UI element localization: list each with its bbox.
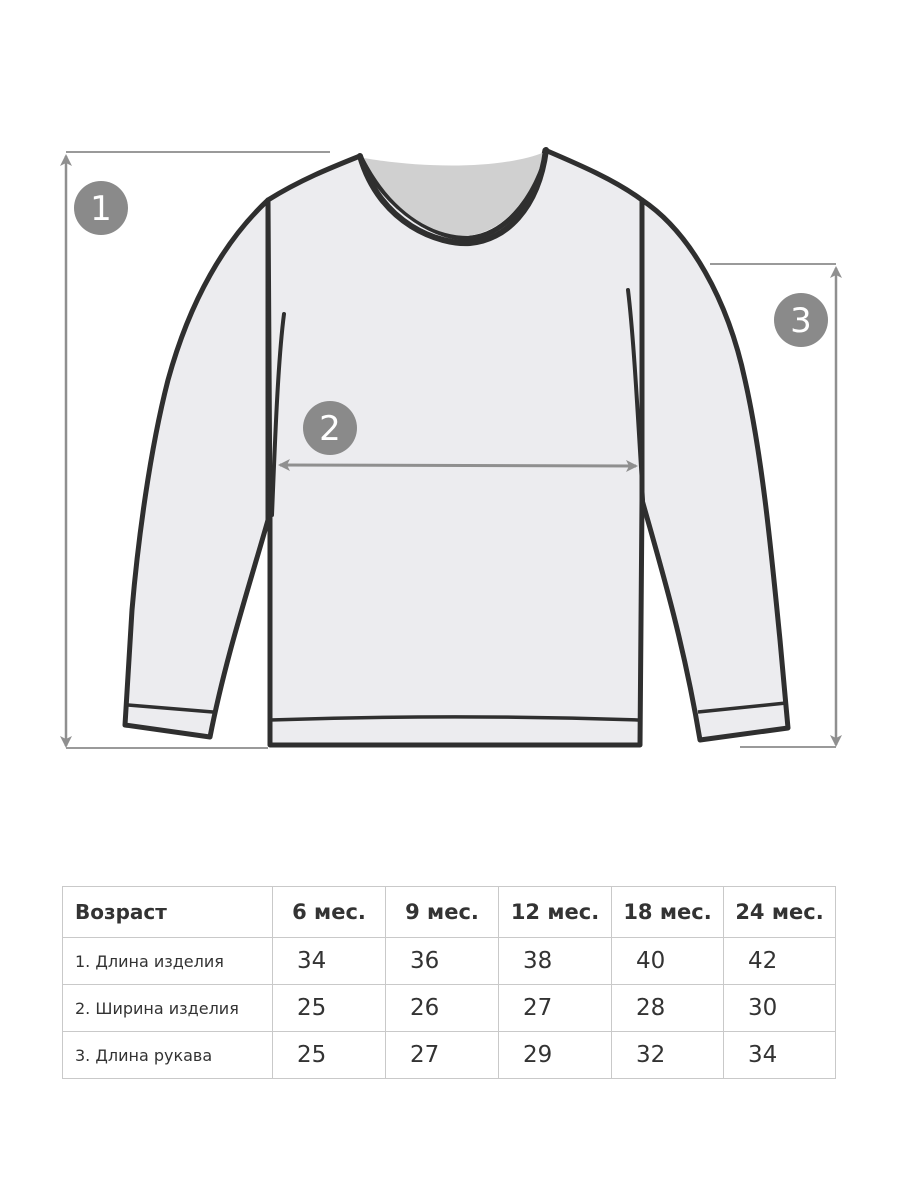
table-cell: 36 [386, 938, 499, 985]
table-cell: 27 [499, 985, 612, 1032]
table-row [63, 938, 836, 985]
table-cell: 34 [724, 1032, 836, 1079]
table-cell: 26 [386, 985, 499, 1032]
table-row [63, 985, 836, 1032]
marker-2-number: 2 [319, 409, 341, 449]
row-label: 3. Длина рукава [63, 1032, 273, 1079]
row-label: 1. Длина изделия [63, 938, 273, 985]
table-cell: 34 [273, 938, 386, 985]
table-cell: 25 [273, 985, 386, 1032]
marker-1-badge [74, 181, 128, 235]
table-cell: 28 [612, 985, 724, 1032]
sweater-illustration [125, 150, 788, 745]
size-header: 18 мес. [612, 887, 724, 938]
table-header-row [63, 887, 836, 938]
marker-2-badge [303, 401, 357, 455]
marker-3-badge [774, 293, 828, 347]
table-cell: 32 [612, 1032, 724, 1079]
width-arrow [280, 465, 636, 466]
table-cell: 27 [386, 1032, 499, 1079]
left-sleeve [125, 200, 268, 737]
size-header: 12 мес. [499, 887, 612, 938]
marker-1-number: 1 [90, 189, 112, 229]
size-header: 6 мес. [273, 887, 386, 938]
marker-3-number: 3 [790, 301, 812, 341]
size-header: 24 мес. [724, 887, 836, 938]
size-chart-table [62, 886, 836, 1079]
table-cell: 38 [499, 938, 612, 985]
table-row [63, 1032, 836, 1079]
table-cell: 42 [724, 938, 836, 985]
table-cell: 30 [724, 985, 836, 1032]
table-cell: 40 [612, 938, 724, 985]
age-header: Возраст [63, 887, 273, 938]
table-cell: 25 [273, 1032, 386, 1079]
size-header: 9 мес. [386, 887, 499, 938]
table-cell: 29 [499, 1032, 612, 1079]
row-label: 2. Ширина изделия [63, 985, 273, 1032]
right-sleeve [642, 200, 788, 740]
